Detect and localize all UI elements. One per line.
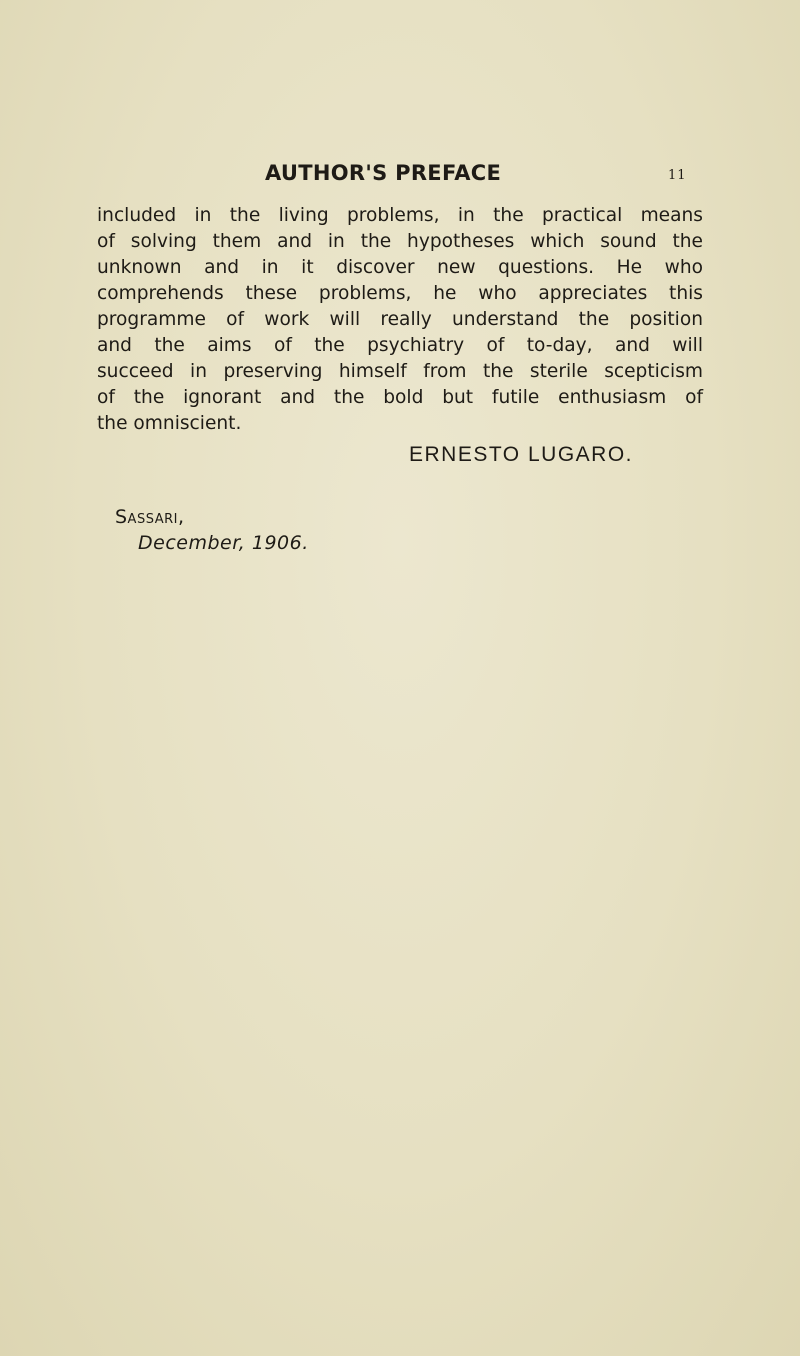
text-line: succeed in preserving himself from the sterile scepticism — [97, 361, 703, 382]
dateline-date: December, 1906. — [138, 532, 309, 554]
page-number: 11 — [668, 168, 687, 183]
text-line: of solving them and in the hypotheses which sound the — [97, 231, 703, 252]
text-line: programme of work will really understand the position — [97, 309, 703, 330]
text-line: unknown and in it discover new questions. He who — [97, 257, 703, 278]
preface-paragraph — [97, 203, 703, 437]
author-signature: ERNESTO LUGARO. — [409, 443, 633, 466]
dateline-place: Sassari, — [115, 506, 185, 528]
text-line: the omniscient. — [97, 413, 242, 434]
text-line: and the aims of the psychiatry of to-day, and will — [97, 335, 703, 356]
text-line: included in the living problems, in the practical means — [97, 205, 703, 226]
text-line: of the ignorant and the bold but futile enthusiasm of — [97, 387, 703, 408]
running-head-title: AUTHOR'S PREFACE — [265, 161, 502, 185]
text-line: comprehends these problems, he who appreciates this — [97, 283, 703, 304]
